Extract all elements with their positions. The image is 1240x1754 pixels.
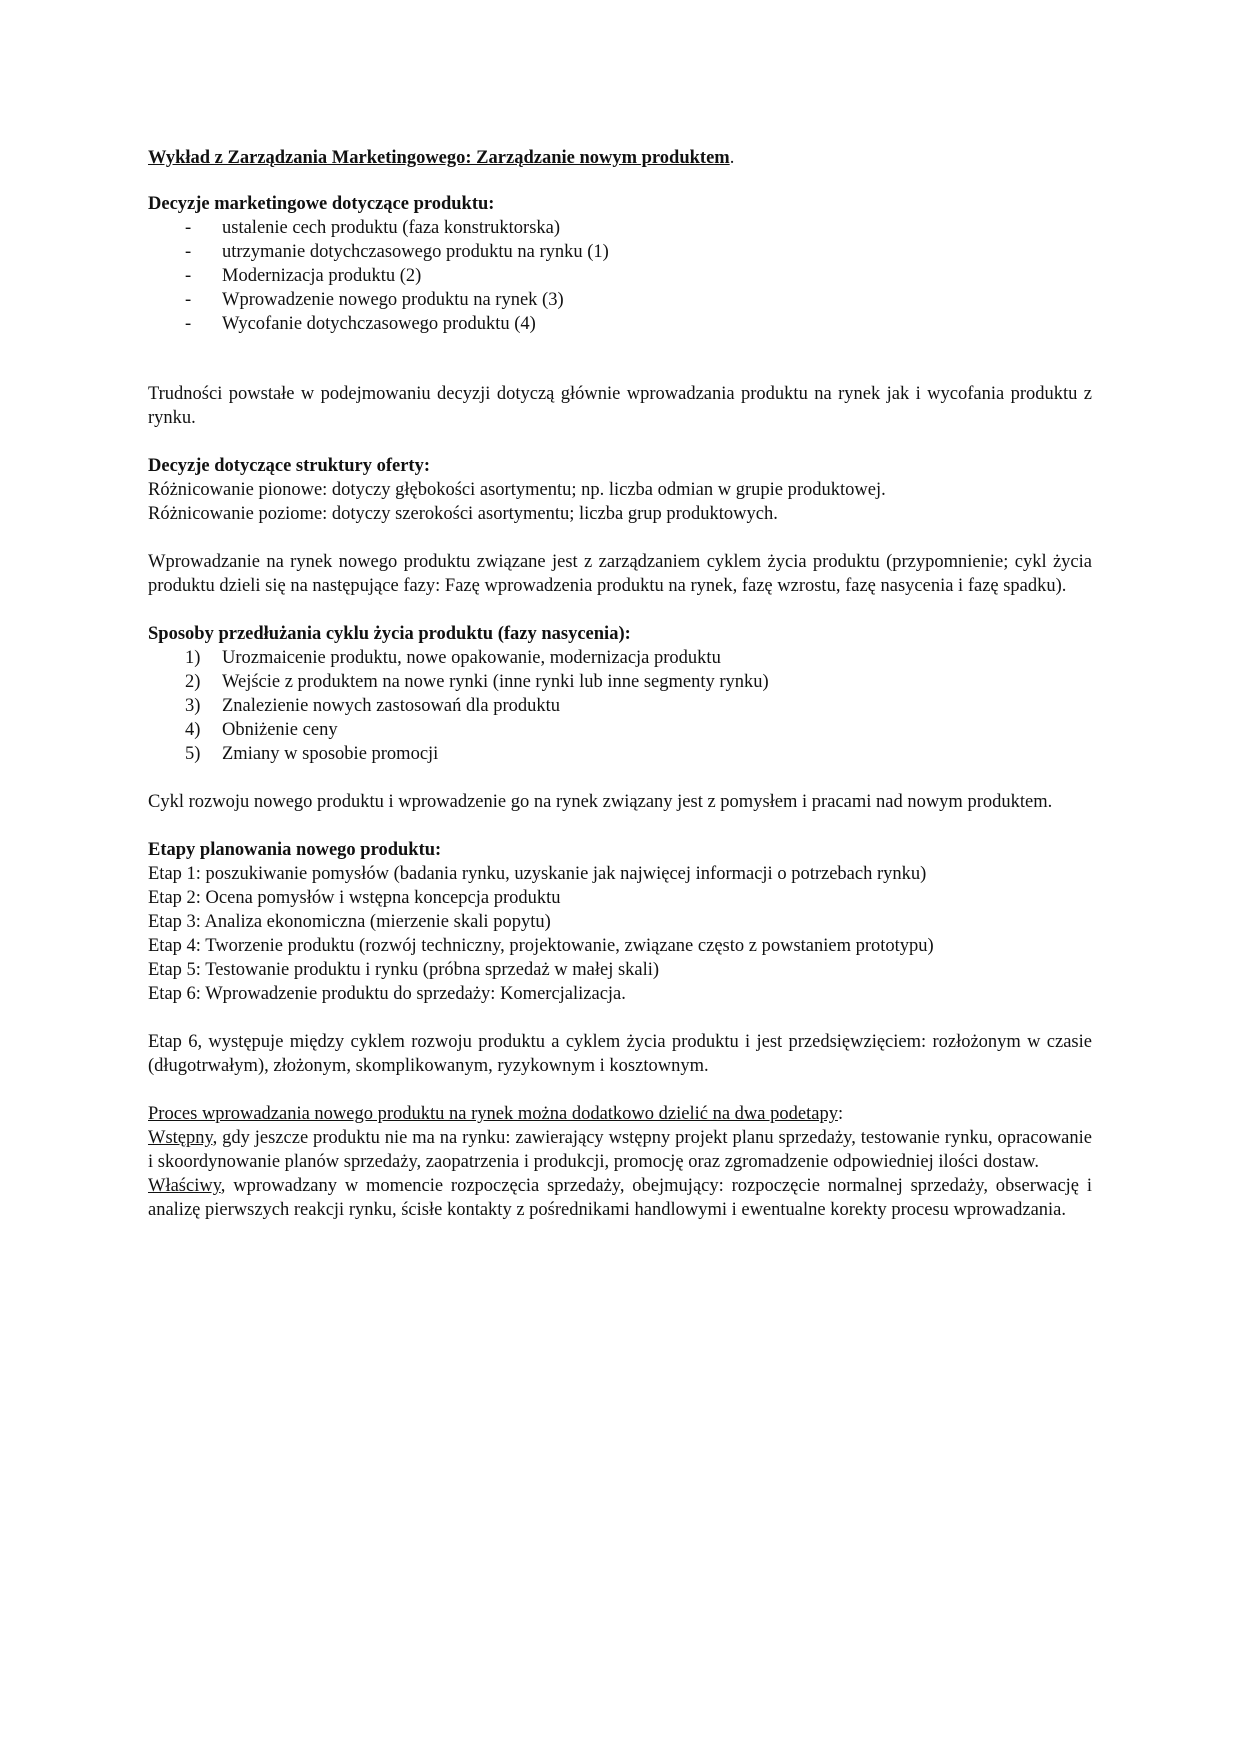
section-heading-extending-life-cycle: Sposoby przedłużania cyklu życia produktu (fazy nasycenia): xyxy=(148,624,631,644)
planning-stage-line: Etap 6: Wprowadzenie produktu do sprzedaży: Komercjalizacja. xyxy=(148,984,626,1004)
product-decisions-list xyxy=(148,216,1092,336)
substage-initial-text: , gdy jeszcze produktu nie ma na rynku: zawierający wstępny projekt planu sprzedaży, testowanie rynku, opracowanie i skoordynowanie planów sprzedaży, zaopatrzenia i produkcji, promocję oraz zgromadzenie odpowiedniej ilości dostaw. xyxy=(148,1128,1092,1172)
extending-life-cycle-list xyxy=(148,646,1092,766)
list-item-text: Zmiany w sposobie promocji xyxy=(222,744,439,764)
document-title-text: Wykład z Zarządzania Marketingowego: Zarządzanie nowym produktem xyxy=(148,148,730,168)
list-item-text: Wprowadzenie nowego produktu na rynek (3) xyxy=(222,290,564,310)
list-number: 4) xyxy=(185,720,201,740)
paragraph-stage-6: Etap 6, występuje między cyklem rozwoju produktu a cyklem życia produktu i jest przedsięwzięciem: rozłożonym w czasie (długotrwałym), złożonym, skomplikowanym, ryzykownym i kosztownym. xyxy=(148,1032,1092,1076)
list-item xyxy=(148,646,1092,670)
list-item-text: Wejście z produktem na nowe rynki (inne rynki lub inne segmenty rynku) xyxy=(222,672,769,692)
substage-proper-term: Właściwy xyxy=(148,1176,221,1196)
list-number: 2) xyxy=(185,672,201,692)
paragraph-difficulties: Trudności powstałe w podejmowaniu decyzji dotyczą głównie wprowadzania produktu na rynek jak i wycofania produktu z rynku. xyxy=(148,384,1092,428)
list-item-text: ustalenie cech produktu (faza konstruktorska) xyxy=(222,218,561,238)
list-dash-marker: - xyxy=(185,290,192,310)
section-heading-product-decisions: Decyzje marketingowe dotyczące produktu: xyxy=(148,194,495,214)
list-item-text: Wycofanie dotychczasowego produktu (4) xyxy=(222,314,536,334)
list-item xyxy=(148,216,1092,240)
paragraph-development-cycle: Cykl rozwoju nowego produktu i wprowadzenie go na rynek związany jest z pomysłem i pracami nad nowym produktem. xyxy=(148,792,1053,812)
list-item xyxy=(148,670,1092,694)
substage-initial-term: Wstępny xyxy=(148,1128,213,1148)
list-dash-marker: - xyxy=(185,218,192,238)
planning-stage-line: Etap 3: Analiza ekonomiczna (mierzenie skali popytu) xyxy=(148,912,551,932)
list-number: 1) xyxy=(185,648,201,668)
planning-stage-line: Etap 5: Testowanie produktu i rynku (próbna sprzedaż w małej skali) xyxy=(148,960,660,980)
list-item-text: Modernizacja produktu (2) xyxy=(222,266,422,286)
list-item xyxy=(148,718,1092,742)
list-item xyxy=(148,240,1092,264)
substage-proper-text: , wprowadzany w momencie rozpoczęcia sprzedaży, obejmujący: rozpoczęcie normalnej sprzedaży, obserwację i analizę pierwszych reakcji rynku, ścisłe kontakty z pośrednikami handlowymi i ewentualne korekty procesu wprowadzania. xyxy=(148,1176,1092,1220)
list-item-text: Obniżenie ceny xyxy=(222,720,338,740)
offer-structure-horizontal: Różnicowanie poziome: dotyczy szerokości asortymentu; liczba grup produktowych. xyxy=(148,504,778,524)
section-heading-planning-stages: Etapy planowania nowego produktu: xyxy=(148,840,442,860)
list-item-text: Znalezienie nowych zastosowań dla produktu xyxy=(222,696,561,716)
substages-intro-text: Proces wprowadzania nowego produktu na rynek można dodatkowo dzielić na dwa podetapy xyxy=(148,1104,838,1124)
document-title-period: . xyxy=(729,148,735,168)
section-heading-offer-structure: Decyzje dotyczące struktury oferty: xyxy=(148,456,430,476)
list-item xyxy=(148,264,1092,288)
planning-stage-line: Etap 2: Ocena pomysłów i wstępna koncepcja produktu xyxy=(148,888,561,908)
offer-structure-vertical: Różnicowanie pionowe: dotyczy głębokości asortymentu; np. liczba odmian w grupie produktowej. xyxy=(148,480,886,500)
substages-intro-colon: : xyxy=(837,1104,844,1124)
list-item xyxy=(148,694,1092,718)
paragraph-substage-proper xyxy=(148,1174,1092,1222)
document-title xyxy=(148,146,1092,170)
planning-stage-line: Etap 1: poszukiwanie pomysłów (badania rynku, uzyskanie jak najwięcej informacji o potrzebach rynku) xyxy=(148,864,927,884)
list-dash-marker: - xyxy=(185,314,192,334)
paragraph-life-cycle: Wprowadzanie na rynek nowego produktu związane jest z zarządzaniem cyklem życia produktu (przypomnienie; cykl życia produktu dzieli się na następujące fazy: Fazę wprowadzenia produktu na rynek, fazę wzrostu, fazę nasycenia i fazę spadku). xyxy=(148,552,1092,596)
paragraph-substages-intro xyxy=(148,1102,1092,1126)
list-number: 5) xyxy=(185,744,201,764)
list-dash-marker: - xyxy=(185,266,192,286)
document-page xyxy=(148,146,1092,1222)
list-item-text: Urozmaicenie produktu, nowe opakowanie, modernizacja produktu xyxy=(222,648,721,668)
list-item xyxy=(148,288,1092,312)
list-item xyxy=(148,312,1092,336)
list-item xyxy=(148,742,1092,766)
paragraph-substage-initial xyxy=(148,1126,1092,1174)
list-dash-marker: - xyxy=(185,242,192,262)
list-item-text: utrzymanie dotychczasowego produktu na rynku (1) xyxy=(222,242,609,262)
list-number: 3) xyxy=(185,696,201,716)
planning-stage-line: Etap 4: Tworzenie produktu (rozwój techniczny, projektowanie, związane często z powstaniem prototypu) xyxy=(148,936,934,956)
